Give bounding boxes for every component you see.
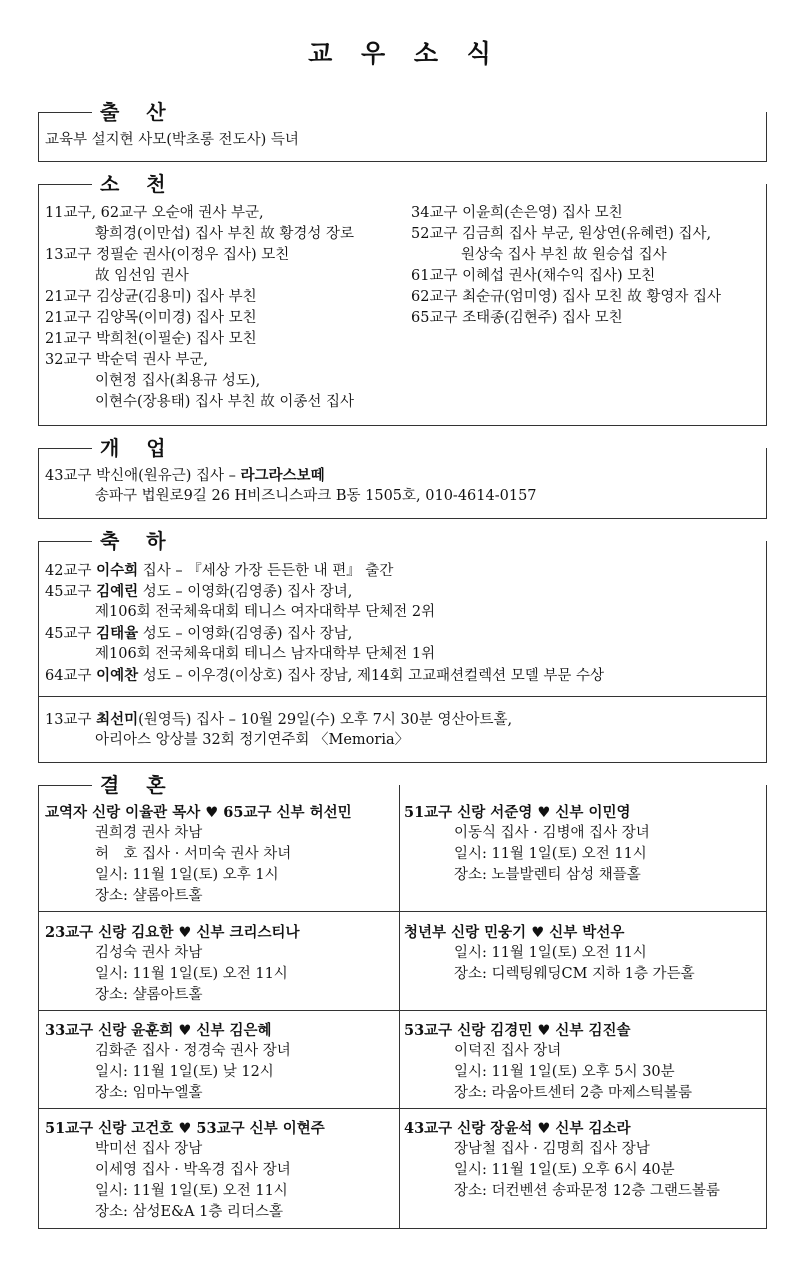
wedding-detail: 장소: 삼성E&A 1층 리더스홀 — [95, 1204, 283, 1220]
list-item: 이현수(장용태) 집사 부친 故 이종선 집사 — [95, 394, 354, 410]
wedding-heading: 결 혼 — [100, 773, 176, 797]
wedding-detail: 일시: 11월 1일(토) 오전 11시 — [95, 966, 288, 982]
district: 45교구 — [45, 584, 97, 600]
district: 45교구 — [45, 626, 97, 642]
wedding-detail: 장소: 임마누엘홀 — [95, 1085, 203, 1101]
opening-section — [38, 448, 767, 519]
list-item: 원상숙 집사 부친 故 원승섭 집사 — [461, 247, 667, 263]
wedding-detail: 김성숙 권사 차남 — [95, 945, 203, 961]
wedding-detail: 김화준 집사 · 정경숙 권사 장녀 — [95, 1043, 291, 1059]
wedding-detail: 장소: 샬롬아트홀 — [95, 888, 203, 904]
person-name: 이예찬 — [96, 667, 139, 684]
detail: 집사 – 『세상 가장 든든한 내 편』 출간 — [138, 563, 394, 579]
list-item: 34교구 이윤희(손은영) 집사 모친 — [411, 205, 623, 221]
list-item — [45, 709, 512, 731]
list-item: 62교구 최순규(엄미영) 집사 모친 故 황영자 집사 — [411, 289, 722, 305]
person-name: 김태율 — [96, 625, 139, 642]
list-item: 13교구 정필순 권사(이정우 집사) 모친 — [45, 247, 290, 263]
page-title: 교 우 소 식 — [308, 39, 501, 68]
list-item: 아리아스 앙상블 32회 정기연주회 〈Memoria〉 — [95, 732, 410, 748]
list-item: 21교구 김양목(이미경) 집사 모친 — [45, 310, 257, 326]
divider — [39, 696, 766, 697]
wedding-detail: 장남철 집사 · 김명희 집사 장남 — [454, 1141, 650, 1157]
wedding-title: 청년부 신랑 민웅기 ♥ 신부 박선우 — [404, 924, 625, 941]
detail: 성도 – 이우경(이상호) 집사 장남, 제14회 고교패션컬렉션 모델 부문 수상 — [138, 668, 605, 684]
wedding-title: 51교구 신랑 고건호 ♥ 53교구 신부 이현주 — [45, 1120, 325, 1137]
opening-address: 송파구 법원로9길 26 H비즈니스파크 B동 1505호, 010-4614-0157 — [95, 488, 537, 504]
wedding-detail: 일시: 11월 1일(토) 오후 6시 40분 — [454, 1162, 675, 1178]
list-item: 32교구 박순덕 권사 부군, — [45, 352, 208, 368]
list-item: 21교구 김상균(김용미) 집사 부친 — [45, 289, 257, 305]
wedding-detail: 이덕진 집사 장녀 — [454, 1043, 562, 1059]
wedding-detail: 이세영 집사 · 박옥경 집사 장녀 — [95, 1162, 291, 1178]
wedding-title: 교역자 신랑 이율관 목사 ♥ 65교구 신부 허선민 — [45, 804, 352, 821]
wedding-title: 23교구 신랑 김요한 ♥ 신부 크리스티나 — [45, 924, 300, 941]
list-item — [45, 623, 352, 645]
list-item — [45, 560, 393, 582]
column-divider — [399, 785, 400, 1228]
wedding-detail: 일시: 11월 1일(토) 오전 11시 — [95, 1183, 288, 1199]
list-item: 이현정 집사(최용규 성도), — [95, 373, 261, 389]
wedding-detail: 장소: 라움아트센터 2층 마제스틱볼룸 — [454, 1085, 693, 1101]
wedding-title: 53교구 신랑 김경민 ♥ 신부 김진솔 — [404, 1022, 631, 1039]
congrats-heading: 축 하 — [100, 529, 176, 553]
wedding-title: 43교구 신랑 장윤석 ♥ 신부 김소라 — [404, 1120, 631, 1137]
wedding-detail: 일시: 11월 1일(토) 낮 12시 — [95, 1064, 274, 1080]
birth-section — [38, 112, 767, 162]
wedding-detail: 박미선 집사 장남 — [95, 1141, 203, 1157]
detail: 성도 – 이영화(김영종) 집사 장남, — [138, 626, 353, 642]
opening-heading: 개 업 — [100, 436, 176, 460]
funeral-heading: 소 천 — [100, 172, 176, 196]
divider — [39, 911, 766, 912]
funeral-section — [38, 184, 767, 426]
wedding-section — [38, 785, 767, 1229]
wedding-detail: 이동식 집사 · 김병애 집사 장녀 — [454, 825, 650, 841]
list-item — [45, 581, 352, 603]
district: 42교구 — [45, 563, 97, 579]
list-item — [45, 665, 604, 687]
list-item: 21교구 박희천(이필순) 집사 모친 — [45, 331, 257, 347]
district: 13교구 — [45, 712, 97, 728]
wedding-detail: 장소: 디렉팅웨딩CM 지하 1층 가든홀 — [454, 966, 695, 982]
birth-heading: 출 산 — [100, 100, 176, 124]
wedding-detail: 장소: 더컨벤션 송파문정 12층 그랜드볼룸 — [454, 1183, 720, 1199]
list-item: 52교구 김금희 집사 부군, 원상연(유혜련) 집사, — [411, 226, 712, 242]
congrats-section — [38, 541, 767, 763]
wedding-detail: 권희경 권사 차남 — [95, 825, 203, 841]
wedding-detail: 장소: 샬롬아트홀 — [95, 987, 203, 1003]
person-name: 최선미 — [96, 711, 139, 728]
list-item: 故 임선임 권사 — [95, 268, 189, 284]
wedding-title: 33교구 신랑 윤훈희 ♥ 신부 김은혜 — [45, 1022, 272, 1039]
wedding-title: 51교구 신랑 서준영 ♥ 신부 이민영 — [404, 804, 631, 821]
birth-line: 교육부 설지현 사모(박초롱 전도사) 득녀 — [45, 132, 299, 148]
person-name: 김예린 — [96, 583, 139, 600]
list-item: 제106회 전국체육대회 테니스 남자대학부 단체전 1위 — [95, 646, 436, 662]
divider — [39, 1010, 766, 1011]
wedding-detail: 허 호 집사 · 서미숙 권사 차녀 — [95, 846, 292, 862]
wedding-detail: 일시: 11월 1일(토) 오전 11시 — [454, 846, 647, 862]
person-name: 이수희 — [96, 562, 139, 579]
wedding-detail: 일시: 11월 1일(토) 오전 11시 — [454, 945, 647, 961]
opening-line — [45, 465, 325, 487]
list-item: 61교구 이혜섭 권사(채수익 집사) 모친 — [411, 268, 656, 284]
list-item: 65교구 조태종(김현주) 집사 모친 — [411, 310, 623, 326]
list-item: 황희경(이만섭) 집사 부친 故 황경성 장로 — [95, 226, 354, 242]
wedding-detail: 일시: 11월 1일(토) 오후 5시 30분 — [454, 1064, 675, 1080]
detail: 성도 – 이영화(김영종) 집사 장녀, — [138, 584, 353, 600]
opening-prefix: 43교구 박신애(원유근) 집사 – — [45, 468, 241, 484]
wedding-detail: 장소: 노블발렌티 삼성 채플홀 — [454, 867, 641, 883]
divider — [39, 1108, 766, 1109]
shop-name: 라그라스보떼 — [240, 467, 325, 484]
list-item: 제106회 전국체육대회 테니스 여자대학부 단체전 2위 — [95, 604, 436, 620]
district: 64교구 — [45, 668, 97, 684]
detail: (원영득) 집사 – 10월 29일(수) 오후 7시 30분 영산아트홀, — [138, 712, 513, 728]
wedding-detail: 일시: 11월 1일(토) 오후 1시 — [95, 867, 279, 883]
list-item: 11교구, 62교구 오순애 권사 부군, — [45, 205, 264, 221]
